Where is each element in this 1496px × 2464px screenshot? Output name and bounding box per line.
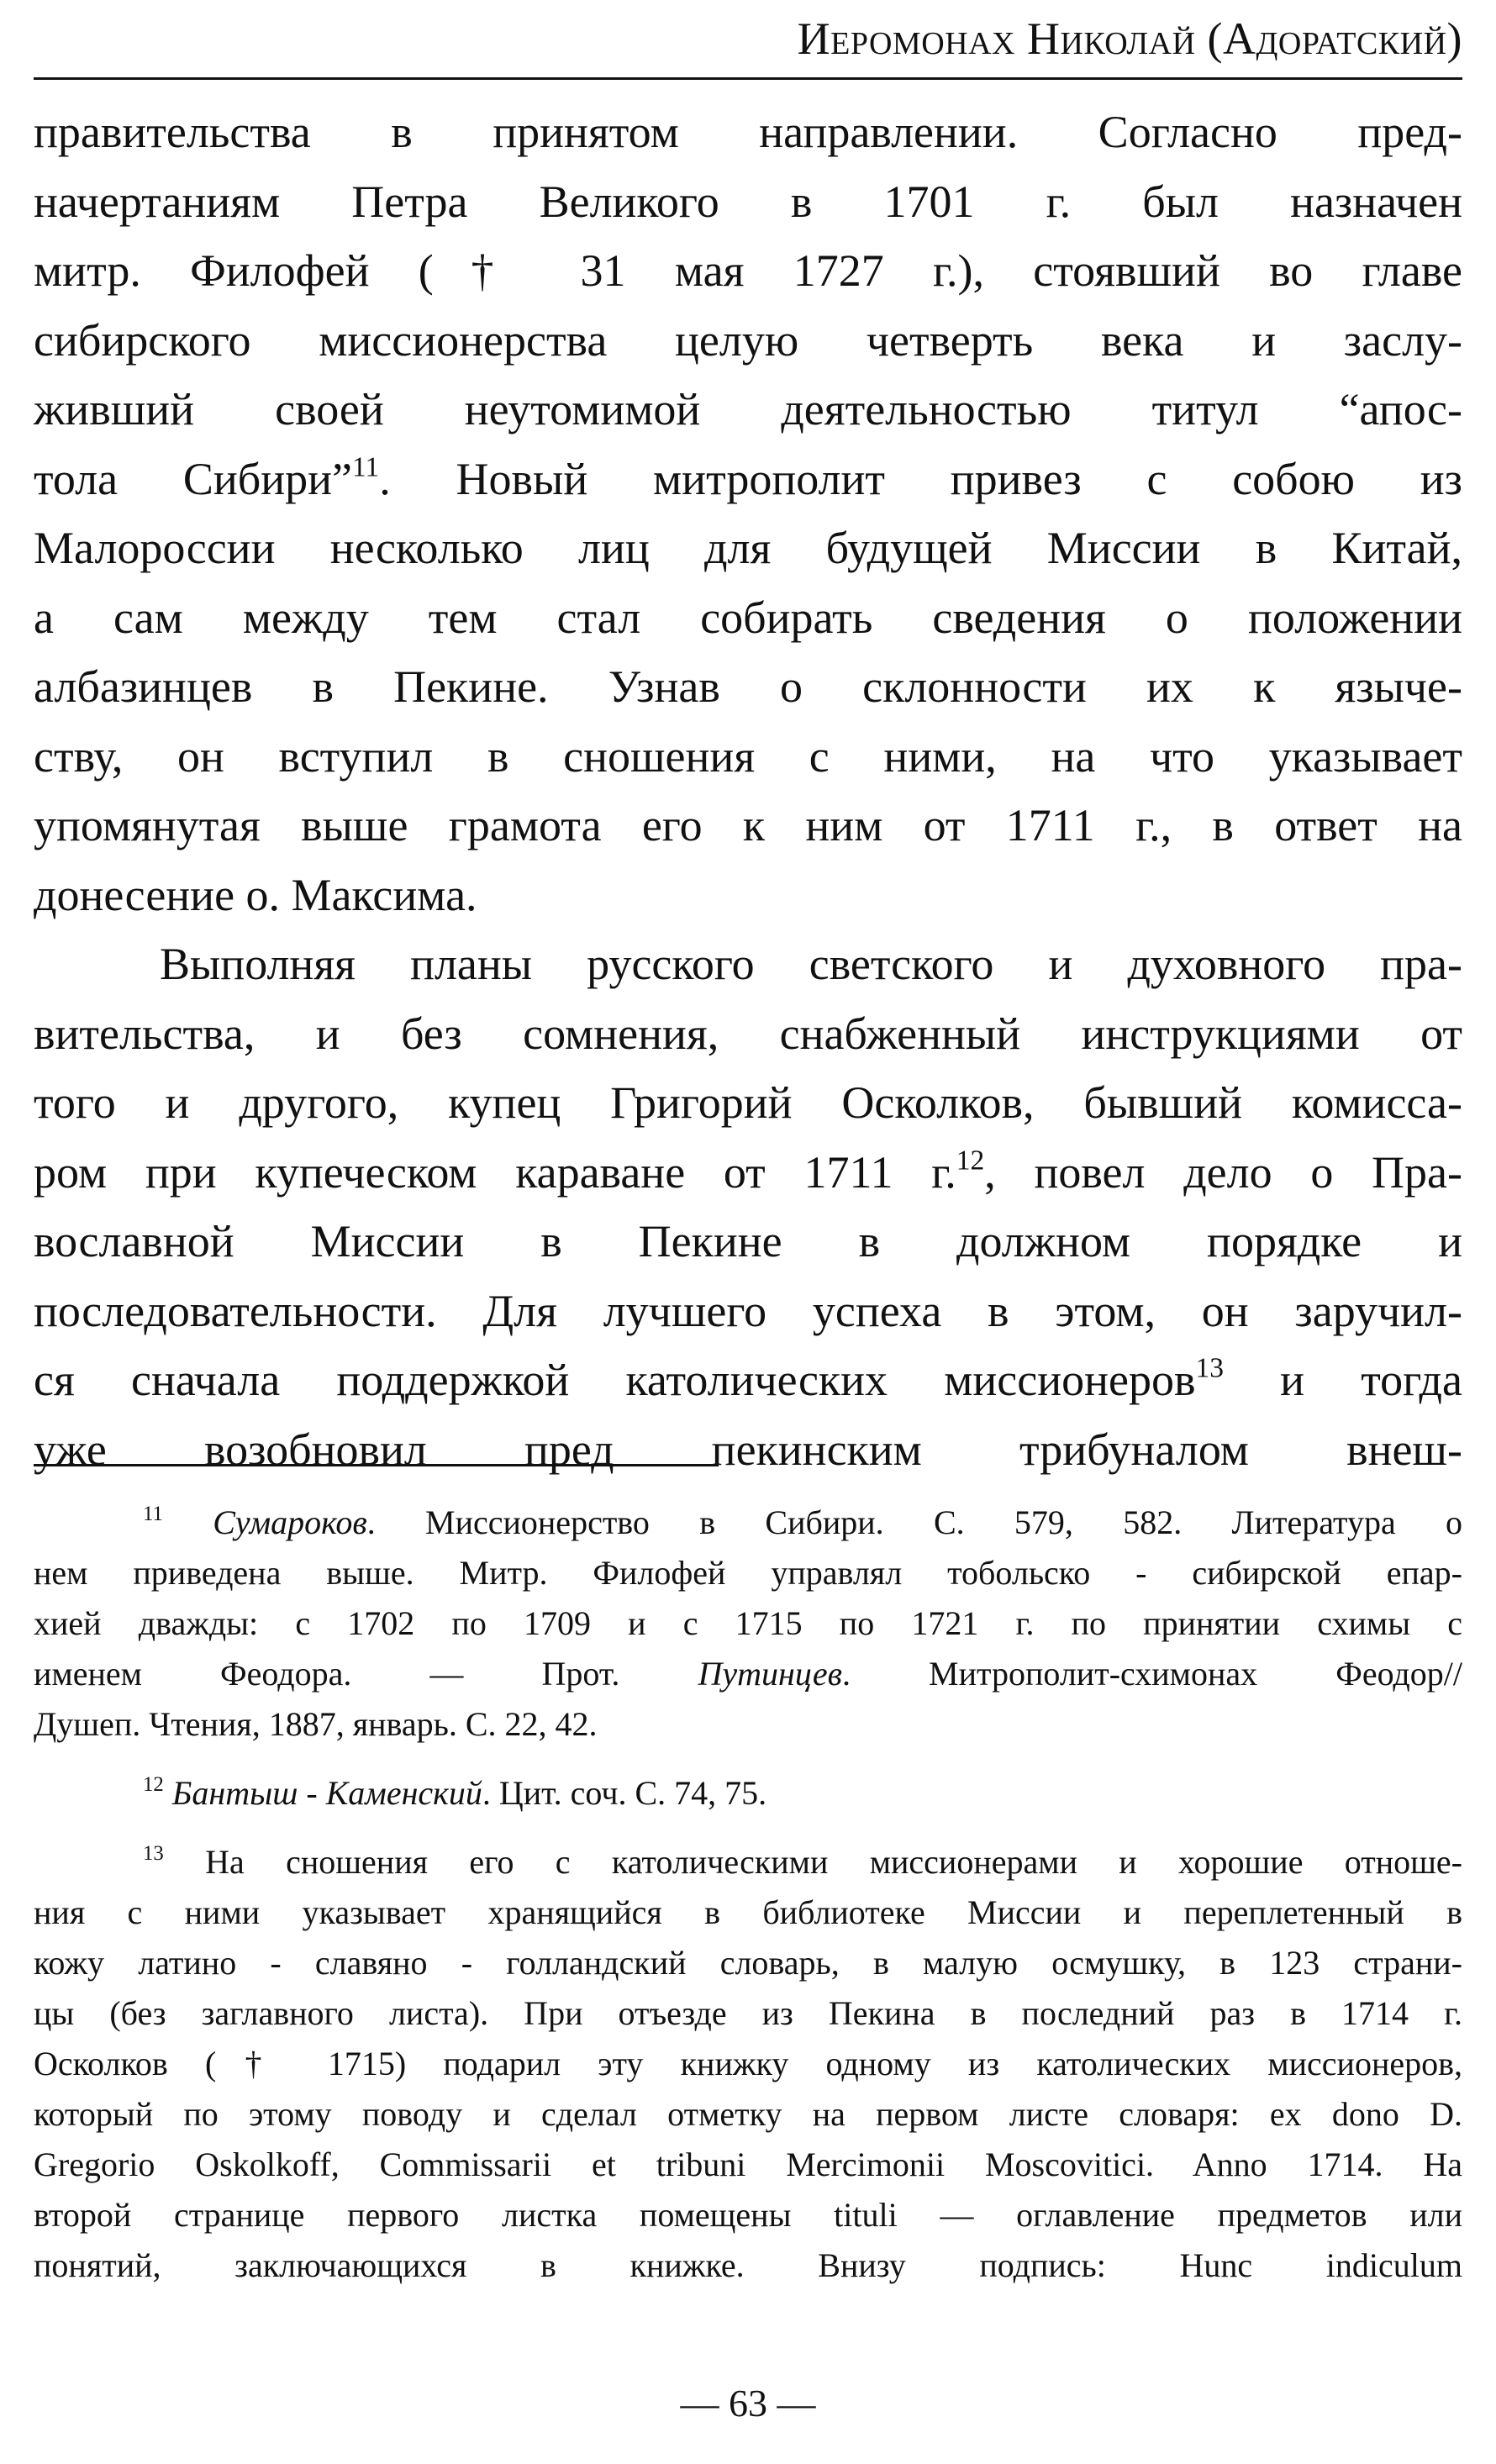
text-fragment: На сношения его с католическими миссионерами и хорошие отноше- bbox=[205, 1843, 1463, 1881]
author-name: Сумароков bbox=[213, 1503, 367, 1541]
text-line: албазинцев в Пекине. Узнав о склонности их к языче- bbox=[34, 661, 1462, 712]
text-line: последовательности. Для лучшего успеха в этом, он заручил- bbox=[34, 1285, 1462, 1336]
footnote-11 bbox=[34, 1498, 1462, 1750]
footnote-line: кожу латино - славяно - голландский словарь, в малую осмушку, в 123 страни- bbox=[34, 1944, 1462, 1982]
paragraph-2 bbox=[34, 929, 1462, 1484]
text-fragment: , повел дело о Пра- bbox=[984, 1146, 1462, 1198]
spacer bbox=[34, 1750, 1462, 1768]
footnote-13 bbox=[34, 1837, 1462, 2291]
text-line: Малороссии несколько лиц для будущей Миссии в Китай, bbox=[34, 523, 1462, 573]
footnote-line: понятий, заключающихся в книжке. Внизу подпись: Hunc indiculum bbox=[34, 2246, 1462, 2284]
text-line: уже возобновил пред пекинским трибуналом внеш- bbox=[34, 1424, 1462, 1475]
text-line: ству, он вступил в сношения с ними, на что указывает bbox=[34, 730, 1462, 782]
main-text bbox=[34, 97, 1462, 1484]
footnotes bbox=[34, 1498, 1462, 2291]
text-line bbox=[34, 1138, 1462, 1208]
author-name: Бантыш - Каменский bbox=[171, 1774, 482, 1812]
footnote-line: Осколков († 1715) подарил эту книжку одному из католических миссионеров, bbox=[34, 2045, 1462, 2082]
footnote-ref-11: 11 bbox=[352, 450, 380, 482]
text-fragment: ся сначала поддержкой католических миссионеров bbox=[34, 1355, 1196, 1405]
footnote-12 bbox=[34, 1768, 1462, 1819]
text-line: живший своей неутомимой деятельностью титул “апос- bbox=[34, 384, 1462, 434]
text-line: того и другого, купец Григорий Осколков, бывший комисса- bbox=[34, 1077, 1462, 1128]
text-fragment: . Митрополит-схимонах Феодор// bbox=[841, 1655, 1462, 1693]
footnote-line: нем приведена выше. Митр. Филофей управлял тобольско - сибирской епар- bbox=[34, 1554, 1462, 1592]
text-line: правительства в принятом направлении. Согласно пред- bbox=[34, 107, 1462, 157]
footnote-line bbox=[34, 1498, 1462, 1548]
text-line: донесение о. Максима. bbox=[34, 869, 477, 920]
text-fragment: . Новый митрополит привез с собою из bbox=[379, 453, 1462, 504]
footnote-line: Gregorio Oskolkoff, Commissarii et tribuni Mercimonii Moscovitici. Anno 1714. На bbox=[34, 2145, 1462, 2183]
footnote-line bbox=[34, 1649, 1462, 1699]
running-head bbox=[34, 0, 1462, 80]
paragraph-1 bbox=[34, 97, 1462, 929]
text-fragment: . Цит. соч. С. 74, 75. bbox=[482, 1774, 767, 1812]
text-line: сибирского миссионерства целую четверть века и заслу- bbox=[34, 314, 1462, 366]
running-title: Иеромонах Николай (Адоратский) bbox=[797, 13, 1462, 64]
page-number: — 63 — bbox=[680, 2382, 816, 2425]
footnote-mark: 12 bbox=[143, 1772, 164, 1796]
text-fragment: и тогда bbox=[1223, 1355, 1462, 1405]
footnote-ref-13: 13 bbox=[1195, 1352, 1224, 1384]
footnote-line: хией дважды: с 1702 по 1709 и с 1715 по 1721 г. по принятии схимы с bbox=[34, 1604, 1462, 1642]
text-fragment: . Миссионерство в Сибири. С. 579, 582. Литература о bbox=[366, 1503, 1463, 1541]
text-line: Выполняя планы русского светского и духовного пра- bbox=[160, 939, 1462, 989]
text-line: вославной Миссии в Пекине в должном порядке и bbox=[34, 1216, 1462, 1266]
text-line: вительства, и без сомнения, снабженный инструкциями от bbox=[34, 1008, 1462, 1059]
text-line bbox=[34, 1345, 1462, 1415]
text-fragment: тола Сибири” bbox=[34, 453, 353, 504]
footnote-line bbox=[34, 1837, 1462, 1887]
text-line: начертаниям Петра Великого в 1701 г. был назначен bbox=[34, 176, 1462, 227]
spacer bbox=[34, 1819, 1462, 1837]
author-name: Путинцев bbox=[698, 1655, 842, 1693]
footnote-line: Душеп. Чтения, 1887, январь. С. 22, 42. bbox=[34, 1705, 598, 1743]
footnote-line: ния с ними указывает хранящийся в библиотеке Миссии и переплетенный в bbox=[34, 1893, 1462, 1931]
footnote-ref-12: 12 bbox=[956, 1144, 985, 1176]
text-fragment: ром при купеческом караване от 1711 г. bbox=[34, 1146, 956, 1198]
text-line: митр. Филофей († 31 мая 1727 г.), стоявший во главе bbox=[34, 245, 1462, 296]
footnote-mark: 13 bbox=[143, 1841, 164, 1865]
text-line bbox=[34, 445, 1462, 514]
footnote-line: цы (без заглавного листа). При отъезде из Пекина в последний раз в 1714 г. bbox=[34, 1994, 1462, 2032]
text-fragment: именем Феодора. — Прот. bbox=[34, 1655, 698, 1693]
text-line: упомянутая выше грамота его к ним от 1711 г., в ответ на bbox=[34, 800, 1462, 850]
footnote-mark: 11 bbox=[143, 1502, 163, 1525]
footnote-rule bbox=[34, 1464, 719, 1466]
footnote-line: который по этому поводу и сделал отметку на первом листе словаря: ex dono D. bbox=[34, 2095, 1462, 2133]
footnote-line: второй странице первого листка помещены tituli — оглавление предметов или bbox=[34, 2196, 1462, 2234]
footnote-line bbox=[34, 1768, 1462, 1819]
text-line: а сам между тем стал собирать сведения о положении bbox=[34, 592, 1462, 643]
